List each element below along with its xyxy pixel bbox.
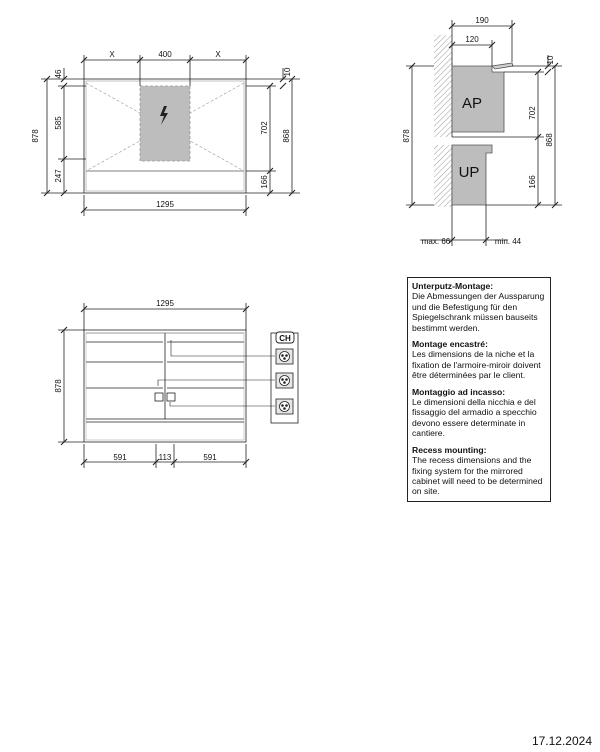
side-dim-right-total: 868	[545, 133, 554, 147]
front-dim-total-width: 1295	[156, 200, 174, 209]
front-dim-left-gap: X	[109, 50, 115, 59]
side-dim-left-total: 878	[402, 129, 411, 143]
rear-dim-total-width: 1295	[156, 299, 174, 308]
side-dim-depth-outer: 190	[475, 16, 489, 25]
rear-view	[58, 303, 298, 468]
electrical-box	[140, 86, 190, 161]
socket-icon	[276, 349, 293, 364]
note-english	[412, 445, 546, 497]
side-label-recess: UP	[458, 164, 480, 181]
side-dim-min: min. 44	[494, 237, 522, 246]
country-code: CH	[279, 334, 291, 343]
note-italian	[412, 387, 546, 439]
front-dim-total-height: 878	[31, 129, 40, 143]
side-view	[406, 20, 562, 246]
side-dim-max: max. 66	[421, 237, 451, 246]
rear-dim-right: 591	[203, 453, 217, 462]
side-dim-right-top: 10	[546, 55, 555, 65]
socket-icon	[276, 399, 293, 414]
side-label-surface: AP	[461, 95, 483, 112]
country-badge	[276, 332, 294, 343]
installation-notes	[407, 277, 551, 502]
socket-icon	[276, 373, 293, 388]
front-dim-center-width: 400	[158, 50, 172, 59]
front-dim-mid-height: 585	[54, 116, 63, 130]
document-date: 17.12.2024	[531, 734, 592, 748]
rear-dim-center: 113	[158, 453, 172, 462]
note-french	[412, 339, 546, 381]
front-dim-right-top: 10	[283, 67, 292, 77]
front-dim-right-total: 868	[282, 129, 291, 143]
note-german	[412, 281, 546, 333]
note-heading: Montage encastré:	[412, 339, 488, 350]
front-dim-right-bottom: 166	[260, 175, 269, 189]
side-dim-right-bottom: 166	[528, 175, 537, 189]
note-heading: Recess mounting:	[412, 444, 487, 455]
front-dim-right-gap: X	[215, 50, 221, 59]
note-body: Le dimensioni della nicchia e del fissaggio del armadio a specchio devono essere determinate in cantiere.	[412, 397, 537, 439]
wall-hatch-top	[434, 35, 452, 137]
rear-dim-total-height: 878	[54, 379, 63, 393]
side-dim-right-mid: 702	[528, 106, 537, 120]
side-dim-depth-inner: 120	[465, 35, 479, 44]
note-body: Die Abmessungen der Aussparung und die Befestigung für den Spiegelschrank müssen bauseits bestimmt werden.	[412, 291, 545, 333]
wall-hatch-bottom	[434, 145, 452, 207]
note-heading: Unterputz-Montage:	[412, 281, 494, 291]
front-dim-right-mid: 702	[260, 121, 269, 135]
note-body: Les dimensions de la niche et la fixation de l'armoire-miroir doivent être déterminées par le client.	[412, 349, 541, 381]
rear-dim-left: 591	[113, 453, 127, 462]
front-dim-bottom-height: 247	[54, 169, 63, 183]
front-dim-top-offset: 46	[54, 69, 63, 79]
note-body: The recess dimensions and the fixing system for the mirrored cabinet will need to be determined on site.	[412, 455, 543, 497]
note-heading: Montaggio ad incasso:	[412, 386, 506, 397]
